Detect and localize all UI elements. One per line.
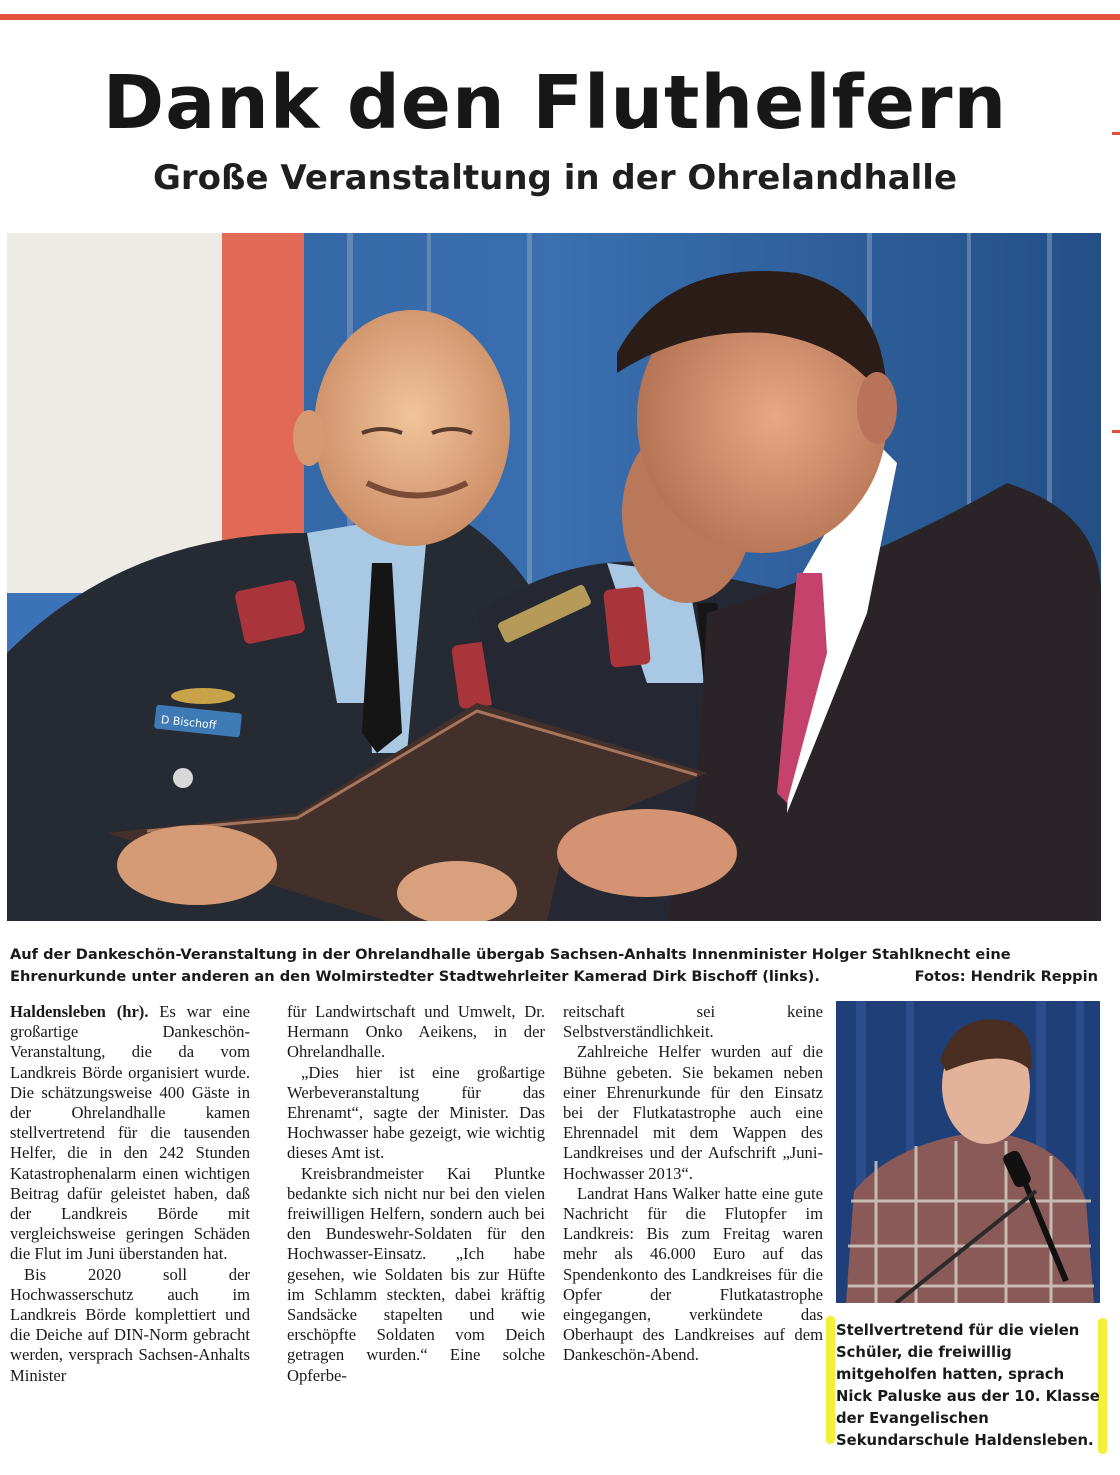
officer-head [314,310,510,546]
paragraph: für Landwirtschaft und Umwelt, Dr. Hermann Onko Aeikens, in der Ohrelandhalle. [287,1002,545,1062]
photo-credit: Fotos: Hendrik Reppin [914,968,1098,985]
subheadline: Große Veranstaltung in der Ohrelandhalle [152,158,958,198]
paragraph [10,1002,250,1265]
student-photo [836,1001,1100,1303]
main-photo [7,233,1101,921]
student-photo-caption: Stellvertretend für die vielen Schüler, die freiwillig mitgeholfen hatten, sprach Nick Paluske aus der 10. Klasse der Evangelischen Sekundarschule Haldensleben. [836,1322,1100,1449]
red-stripe [222,233,304,563]
caption-text: Auf der Dankeschön-Veranstaltung in der Ohrelandhalle übergab Sachsen-Anhalts Innenminister Holger Stahlknecht eine Ehrenurkunde unter anderen an den Wolmirstedter Stadtwehrleiter Kamerad Dirk Bischoff (links). [10,946,1011,985]
dateline: Haldensleben (hr). [10,1002,149,1021]
edge-mark [1112,132,1120,135]
highlighter-mark [826,1316,835,1444]
edge-mark [1112,430,1120,433]
white-banner [7,233,222,593]
paragraph: Kreisbrandmeister Kai Pluntke bedankte sich nicht nur bei den vielen freiwilligen Helfern, sondern auch bei den Bundeswehr-Soldaten für den Hochwasser-Einsatz. „Ich habe gesehen, wie Soldaten bis zur Hüfte im Schlamm steckten, dabei kräftig Sandsäcke stapelten und wie erschöpfte Soldaten vom Deich getragen wurden.“ Eine solche Opferbe- [287,1163,545,1385]
paragraph: „Dies hier ist eine großartige Werbeveranstaltung für das Ehrenamt“, sagte der Minister. Das Hochwasser habe gezeigt, wie wichtig dieses Amt ist. [287,1062,545,1163]
text-column-2 [287,1002,545,1386]
text-column-1 [10,1002,250,1386]
main-photo-caption [10,944,1098,988]
paragraph: Landrat Hans Walker hatte eine gute Nachricht für die Flutopfer im Landkreis: Bis zum Freitag waren mehr als 46.000 Euro auf das Spendenkonto des Landkreises für die Opfer der Flutkatastrophe eingegangen, verkündete das Oberhaupt des Landkreises auf dem Dankeschön-Abend. [563,1183,823,1365]
headline: Dank den Fluthelfern [102,60,1008,146]
paragraph: Zahlreiche Helfer wurden auf die Bühne gebeten. Sie bekamen neben einer Ehrenurkunde für den Einsatz bei der Flutkatastrophe auch eine Ehrennadel mit dem Wappen des Landkreises und der Aufschrift „Juni-Hochwasser 2013“. [563,1042,823,1183]
hand [117,825,277,905]
hand [557,809,737,897]
paragraph-text: Es war eine großartige Dankeschön-Veranstaltung, die da vom Landkreis Börde organisiert wurde. Die schätzungsweise 400 Gäste in der Ohrelandhalle kamen stellvertretend für die tausenden Helfer, die in den 242 Stunden Katastrophenalarm einen wichtigen Beitrag dafür geleistet haben, daß der Landkreis Börde mit vergleichsweise geringen Schäden die Flut im Juni überstanden hat. [10,1002,250,1264]
paragraph: reitschaft sei keine Selbstverständlichkeit. [563,1002,823,1042]
text-column-3 [563,1002,823,1366]
name-badge-text: D Bischoff [160,713,217,732]
top-red-rule [0,14,1120,20]
paragraph: Bis 2020 soll der Hochwasserschutz auch im Landkreis Börde komplettiert und die Deiche auf DIN-Norm gebracht werden, versprach Sachsen-Anhalts Minister [10,1264,250,1385]
